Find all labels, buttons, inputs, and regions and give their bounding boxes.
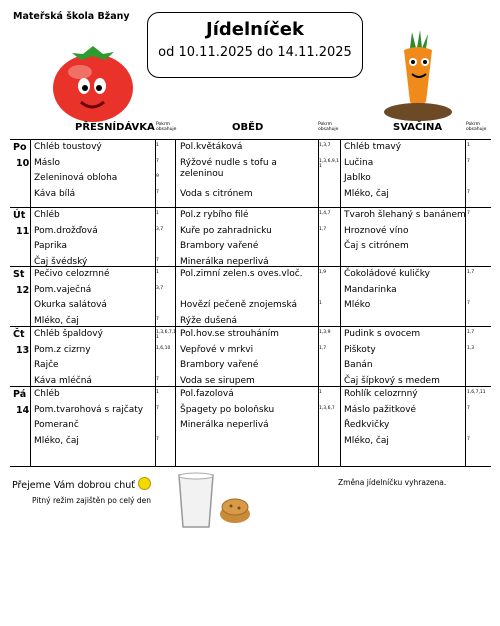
breakfast-item: Mléko, čaj — [34, 435, 79, 446]
lunch-item: Brambory vařené — [180, 241, 259, 251]
header-allergens-lunch: Pokrm obsahuje — [318, 122, 339, 132]
snack-item: Čaj šípkový s medem — [344, 375, 440, 386]
tomato-illustration — [48, 42, 138, 124]
snack-item: Rohlík celozrnný — [344, 389, 418, 399]
smiley-icon — [138, 477, 151, 490]
breakfast-allergens: 3,7 — [156, 226, 164, 232]
breakfast-item: Mléko, čaj — [34, 315, 79, 326]
milk-glass-illustration — [176, 471, 216, 529]
lunch-item: Pol.fazolová — [180, 389, 234, 399]
snack-allergens: 1,3 — [467, 345, 475, 351]
breakfast-item: Káva mléčná — [34, 375, 92, 386]
snack-item: Čokoládové kuličky — [344, 269, 430, 279]
day-abbr: St — [13, 269, 25, 280]
snack-item: Mandarinka — [344, 284, 397, 295]
lunch-item: Rýžové nudle s tofu a zeleninou — [180, 157, 277, 179]
breakfast-allergens: 7 — [156, 405, 159, 411]
lunch-allergens: 1,3,6,9,1 1 — [319, 158, 340, 169]
day-date: 13 — [16, 344, 30, 356]
breakfast-item: Pomeranč — [34, 420, 79, 430]
lunch-allergens: 1,7 — [319, 226, 327, 232]
day-date: 10 — [16, 157, 30, 169]
header-allergens-breakfast: Pokrm obsahuje — [156, 122, 177, 132]
header-allergens-snack: Pokrm obsahuje — [466, 122, 487, 132]
breakfast-allergens: 7 — [156, 158, 159, 164]
breakfast-item: Čaj švédský — [34, 256, 88, 267]
day-date: 11 — [16, 225, 30, 237]
snack-item: Jablko — [344, 173, 371, 183]
lunch-item: Hovězí pečeně znojemská — [180, 300, 298, 310]
breakfast-item: Káva bílá — [34, 188, 76, 199]
snack-allergens: 7 — [467, 436, 470, 442]
breakfast-allergens: 7 — [156, 189, 159, 195]
header-breakfast: PŘESNÍDÁVKA — [75, 122, 155, 133]
breakfast-item: Paprika — [34, 241, 68, 251]
breakfast-item: Zeleninová obloha — [34, 173, 118, 183]
snack-item: Mléko, čaj — [344, 435, 389, 446]
header-snack: SVAČINA — [393, 122, 443, 133]
snack-item: Piškoty — [344, 344, 376, 355]
cookie-illustration — [218, 496, 252, 524]
lunch-allergens: 1,3,9 — [319, 330, 331, 335]
snack-allergens: 1,7 — [467, 270, 475, 275]
footer-wish: Přejeme Vám dobrou chuť — [12, 477, 151, 491]
lunch-allergens: 1,7 — [319, 345, 327, 351]
breakfast-allergens: 7 — [156, 257, 159, 263]
table-row-divider — [10, 139, 491, 140]
snack-item: Máslo pažitkové — [344, 404, 417, 415]
day-abbr: Út — [13, 210, 26, 221]
snack-allergens: 7 — [467, 189, 470, 195]
table-column-divider — [175, 139, 176, 466]
breakfast-item: Pom.z cizrny — [34, 344, 91, 355]
breakfast-allergens: 1 — [156, 390, 159, 395]
day-date: 12 — [16, 284, 30, 296]
lunch-item: Kuře po zahradnicku — [180, 225, 272, 236]
breakfast-item: Rajče — [34, 360, 59, 370]
lunch-item: Voda s citrónem — [180, 188, 253, 199]
snack-item: Mléko — [344, 300, 371, 310]
snack-item: Ředkvičky — [344, 420, 390, 430]
breakfast-allergens: 3,7 — [156, 285, 164, 291]
lunch-allergens: 1 — [319, 301, 322, 306]
breakfast-allergens: 1 — [156, 143, 159, 148]
breakfast-item: Chléb toustový — [34, 142, 102, 152]
lunch-allergens: 1,4,7 — [319, 211, 331, 216]
snack-item: Chléb tmavý — [344, 142, 402, 152]
snack-item: Banán — [344, 360, 373, 370]
table-column-divider — [465, 139, 466, 466]
snack-allergens: 1 — [467, 143, 470, 148]
breakfast-allergens: 1 — [156, 270, 159, 275]
breakfast-item: Pom.drožďová — [34, 225, 98, 236]
lunch-item: Rýže dušená — [180, 315, 238, 326]
table-column-divider — [30, 139, 31, 466]
table-row-divider — [10, 466, 491, 467]
snack-allergens: 7 — [467, 301, 470, 306]
lunch-item: Voda se sirupem — [180, 375, 255, 386]
snack-item: Tvaroh šlehaný s banánem — [344, 210, 466, 220]
snack-allergens: 7 — [467, 158, 470, 164]
breakfast-item: Chléb — [34, 210, 60, 220]
lunch-item: Pol.hov.se strouháním — [180, 329, 279, 339]
day-date: 14 — [16, 404, 30, 416]
breakfast-item: Pom.vaječná — [34, 284, 92, 295]
breakfast-allergens: 1,3,6,7,1 1 — [156, 330, 177, 340]
breakfast-allergens: 9 — [156, 174, 159, 179]
page-title: Jídelníček — [206, 19, 304, 40]
breakfast-allergens: 7 — [156, 376, 159, 382]
lunch-item: Pol.květáková — [180, 142, 243, 152]
lunch-allergens: 1,3,7 — [319, 143, 331, 148]
breakfast-item: Chléb — [34, 389, 60, 399]
breakfast-item: Chléb špaldový — [34, 329, 103, 339]
breakfast-allergens: 7 — [156, 316, 159, 322]
table-column-divider — [155, 139, 156, 466]
snack-allergens: 1,6,7,11 — [467, 390, 486, 395]
lunch-item: Vepřové v mrkvi — [180, 344, 254, 355]
breakfast-allergens: 1 — [156, 211, 159, 216]
table-row-divider — [10, 207, 491, 208]
lunch-item: Špagety po boloňsku — [180, 404, 275, 415]
footer-drinking: Pitný režim zajištěn po celý den — [32, 496, 152, 505]
lunch-allergens: 1,3,6,7 — [319, 405, 335, 411]
footer-change-note: Změna jídelníčku vyhrazena. — [338, 478, 447, 487]
lunch-item: Pol.z rybího filé — [180, 210, 249, 220]
lunch-item: Minerálka neperlivá — [180, 256, 269, 267]
header-lunch: OBĚD — [232, 122, 264, 133]
day-abbr: Čt — [13, 329, 25, 340]
breakfast-item: Okurka salátová — [34, 300, 107, 310]
snack-item: Lučina — [344, 157, 374, 168]
lunch-item: Pol.zimní zelen.s oves.vloč. — [180, 269, 303, 279]
breakfast-item: Pečivo celozrnné — [34, 269, 110, 279]
snack-item: Mléko, čaj — [344, 188, 389, 199]
title-box — [147, 12, 363, 78]
snack-item: Čaj s citrónem — [344, 241, 409, 251]
day-abbr: Po — [13, 142, 27, 153]
snack-allergens: 7 — [467, 211, 470, 216]
school-name: Mateřská škola Bžany — [13, 11, 130, 22]
breakfast-item: Pom.tvarohová s rajčaty — [34, 404, 144, 415]
lunch-allergens: 1 — [319, 390, 322, 395]
table-row-divider — [10, 326, 491, 327]
breakfast-allergens: 1,6,10 — [156, 345, 171, 351]
lunch-item: Brambory vařené — [180, 360, 259, 370]
breakfast-allergens: 7 — [156, 436, 159, 442]
snack-allergens: 7 — [467, 405, 470, 411]
breakfast-item: Máslo — [34, 157, 60, 168]
day-abbr: Pá — [13, 389, 27, 400]
menu-period: od 10.11.2025 do 14.11.2025 — [158, 45, 352, 60]
snack-item: Pudink s ovocem — [344, 329, 421, 339]
lunch-item: Minerálka neperlivá — [180, 420, 269, 430]
lunch-allergens: 1,9 — [319, 270, 327, 275]
snack-item: Hroznové víno — [344, 225, 409, 236]
snack-allergens: 1,7 — [467, 330, 475, 335]
carrot-illustration — [382, 28, 454, 122]
